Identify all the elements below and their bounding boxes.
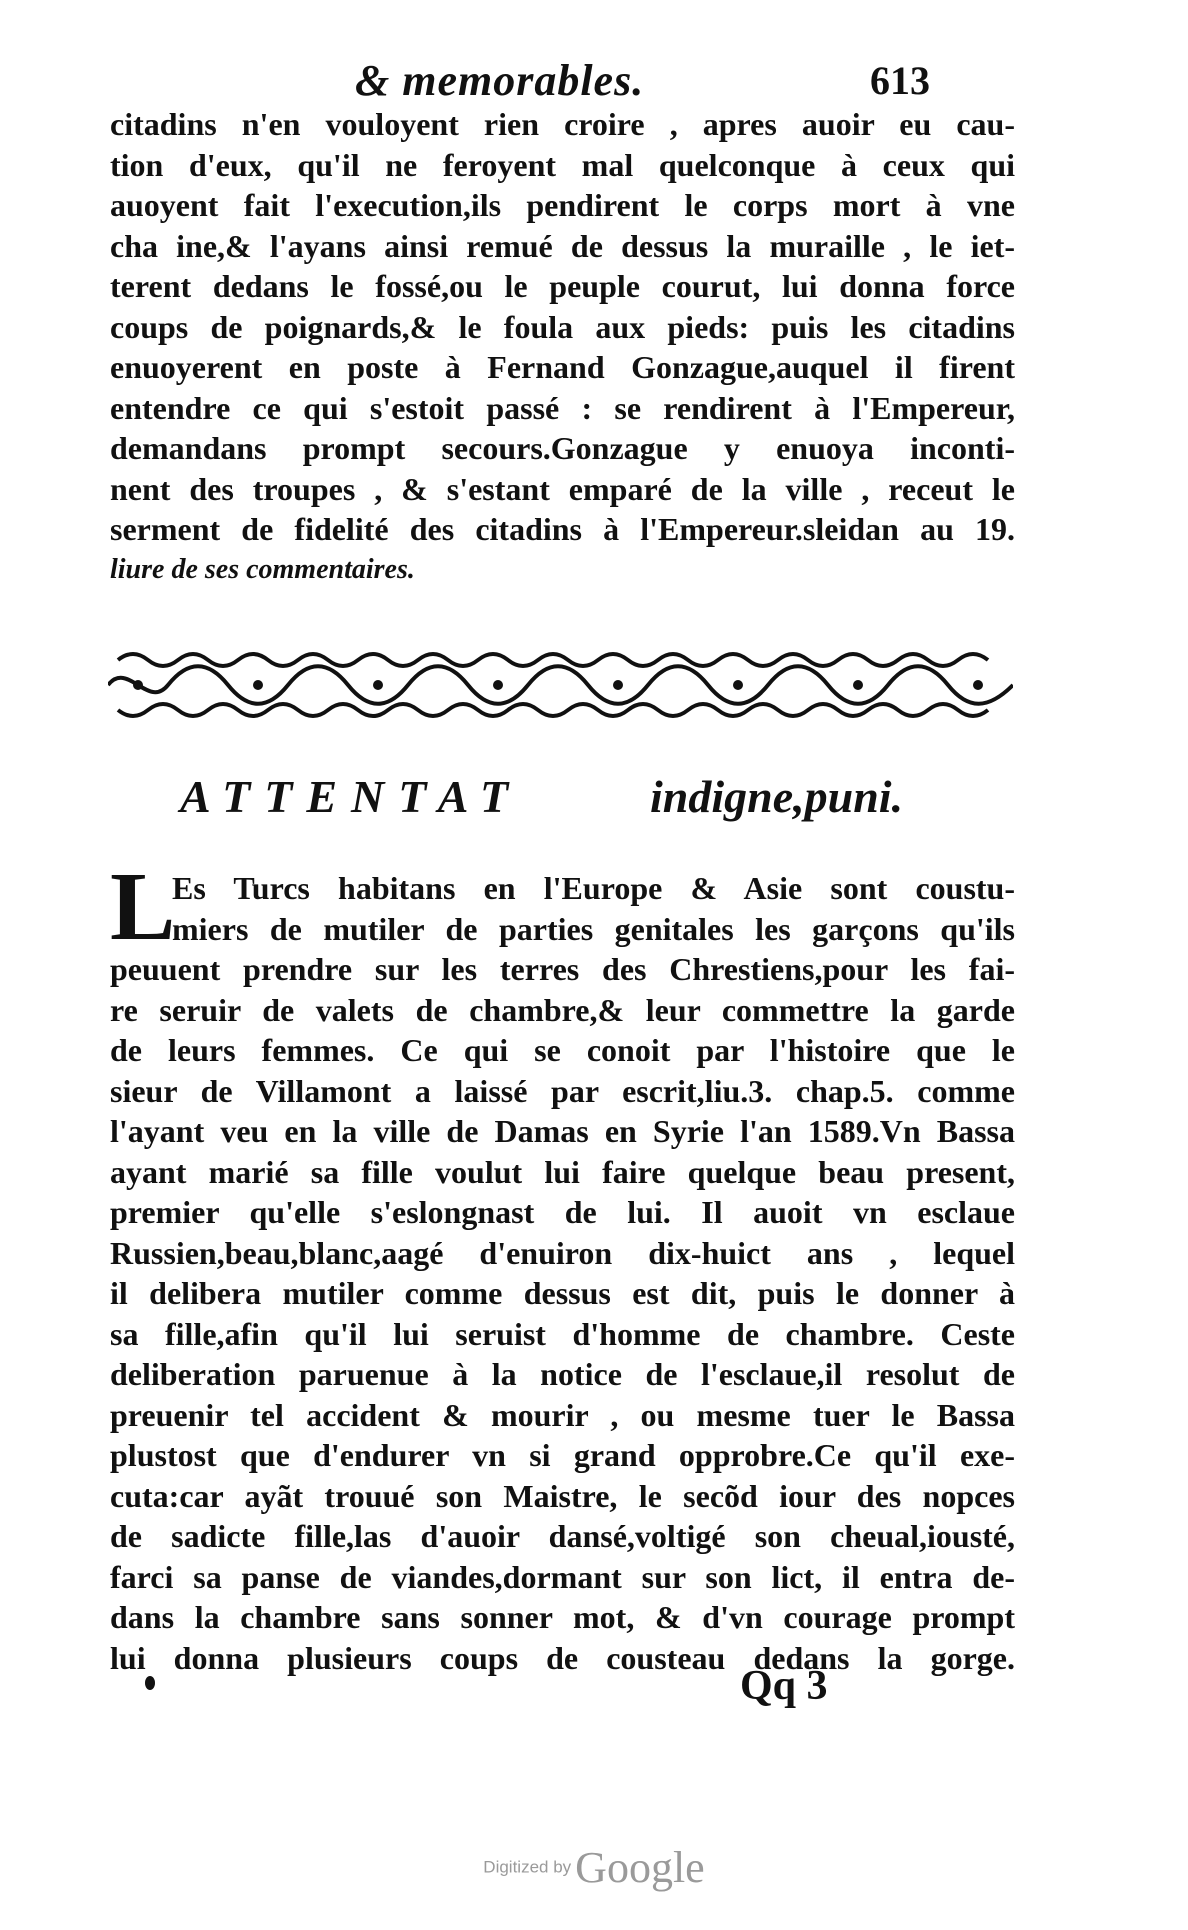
citation-line: liure de ses commentaires.	[110, 553, 415, 585]
text-line: enuoyerent en poste à Fernand Gonzague,auquel il firent	[110, 349, 1015, 385]
digitization-watermark	[0, 1842, 1188, 1893]
text-line: tion d'eux, qu'il ne feroyent mal quelconque à ceux qui	[110, 146, 1015, 183]
text-line: cuta:car ayãt trouué son Maistre, le secõd iour des nopces	[110, 1477, 1015, 1514]
text-line: coups de poignards,& le foula aux pieds: puis les citadins	[110, 308, 1015, 345]
text-line: entendre ce qui s'estoit passé : se rendirent à l'Empereur,	[110, 389, 1015, 426]
printer-signature: Qq 3	[740, 1663, 828, 1709]
text-line: premier qu'elle s'eslongnast de lui. Il auoit vn esclaue	[110, 1194, 1015, 1230]
drop-cap: L	[110, 853, 176, 961]
text-line: serment de fidelité des citadins à l'Empereur.sleidan au 19.	[110, 511, 1015, 547]
continued-paragraph	[110, 104, 1015, 590]
text-line: il delibera mutiler comme dessus est dit, puis le donner à	[110, 1275, 1015, 1311]
text-line: sieur de Villamont a laissé par escrit,liu.3. chap.5. comme	[110, 1072, 1015, 1109]
text-line: plustost que d'endurer vn si grand opprobre.Ce qu'il exe-	[110, 1437, 1015, 1473]
section-title-sub: indigne,puni.	[650, 771, 904, 822]
text-line: cha ine,& l'ayans ainsi remué de dessus la muraille , le iet-	[110, 227, 1015, 264]
running-title: & memorables.	[355, 56, 645, 105]
text-line: farci sa panse de viandes,dormant sur son lict, il entra de-	[110, 1558, 1015, 1595]
text-line: l'ayant veu en la ville de Damas en Syrie l'an 1589.Vn Bassa	[110, 1113, 1015, 1149]
text-line: auoyent fait l'execution,ils pendirent le corps mort à vne	[110, 187, 1015, 223]
text-line: sa fille,afin qu'il lui seruist d'homme de chambre. Ceste	[110, 1315, 1015, 1352]
section-title	[180, 770, 960, 840]
text-line: nent des troupes , & s'estant emparé de la ville , receut le	[110, 470, 1015, 507]
text-line: dans la chambre sans sonner mot, & d'vn courage prompt	[110, 1599, 1015, 1635]
text-line: preuenir tel accident & mourir , ou mesme tuer le Bassa	[110, 1396, 1015, 1433]
text-line: terent dedans le fossé,ou le peuple courut, lui donna force	[110, 268, 1015, 304]
text-line: Es Turcs habitans en l'Europe & Asie sont coustu-	[172, 870, 1015, 906]
main-paragraph	[110, 868, 1015, 1678]
text-line: de leurs femmes. Ce qui se conoit par l'histoire que le	[110, 1032, 1015, 1068]
text-line: ayant marié sa fille voulut lui faire quelque beau present,	[110, 1153, 1015, 1190]
text-line: demandans prompt secours.Gonzague y enuoya inconti-	[110, 430, 1015, 466]
text-line: Russien,beau,blanc,aagé d'enuiron dix-huict ans , lequel	[110, 1234, 1015, 1271]
text-line: citadins n'en vouloyent rien croire , apres auoir eu cau-	[110, 106, 1015, 142]
text-line: deliberation paruenue à la notice de l'esclaue,il resolut de	[110, 1356, 1015, 1392]
stray-ink-mark	[145, 1676, 155, 1690]
text-line: lui donna plusieurs coups de cousteau dedans la gorge.	[110, 1639, 1015, 1676]
google-logo: Google	[575, 1843, 705, 1892]
text-line: re seruir de valets de chambre,& leur commettre la garde	[110, 991, 1015, 1028]
watermark-prefix: Digitized by	[483, 1857, 572, 1877]
text-line: peuuent prendre sur les terres des Chrestiens,pour les fai-	[110, 951, 1015, 987]
page-number: 613	[870, 58, 930, 103]
section-title-main: ATTENTAT	[180, 771, 523, 822]
text-line: de sadicte fille,las d'auoir dansé,voltigé son cheual,iousté,	[110, 1518, 1015, 1554]
text-line: miers de mutiler de parties genitales les garçons qu'ils	[172, 910, 1015, 947]
decorative-ornament-band	[108, 640, 1013, 730]
